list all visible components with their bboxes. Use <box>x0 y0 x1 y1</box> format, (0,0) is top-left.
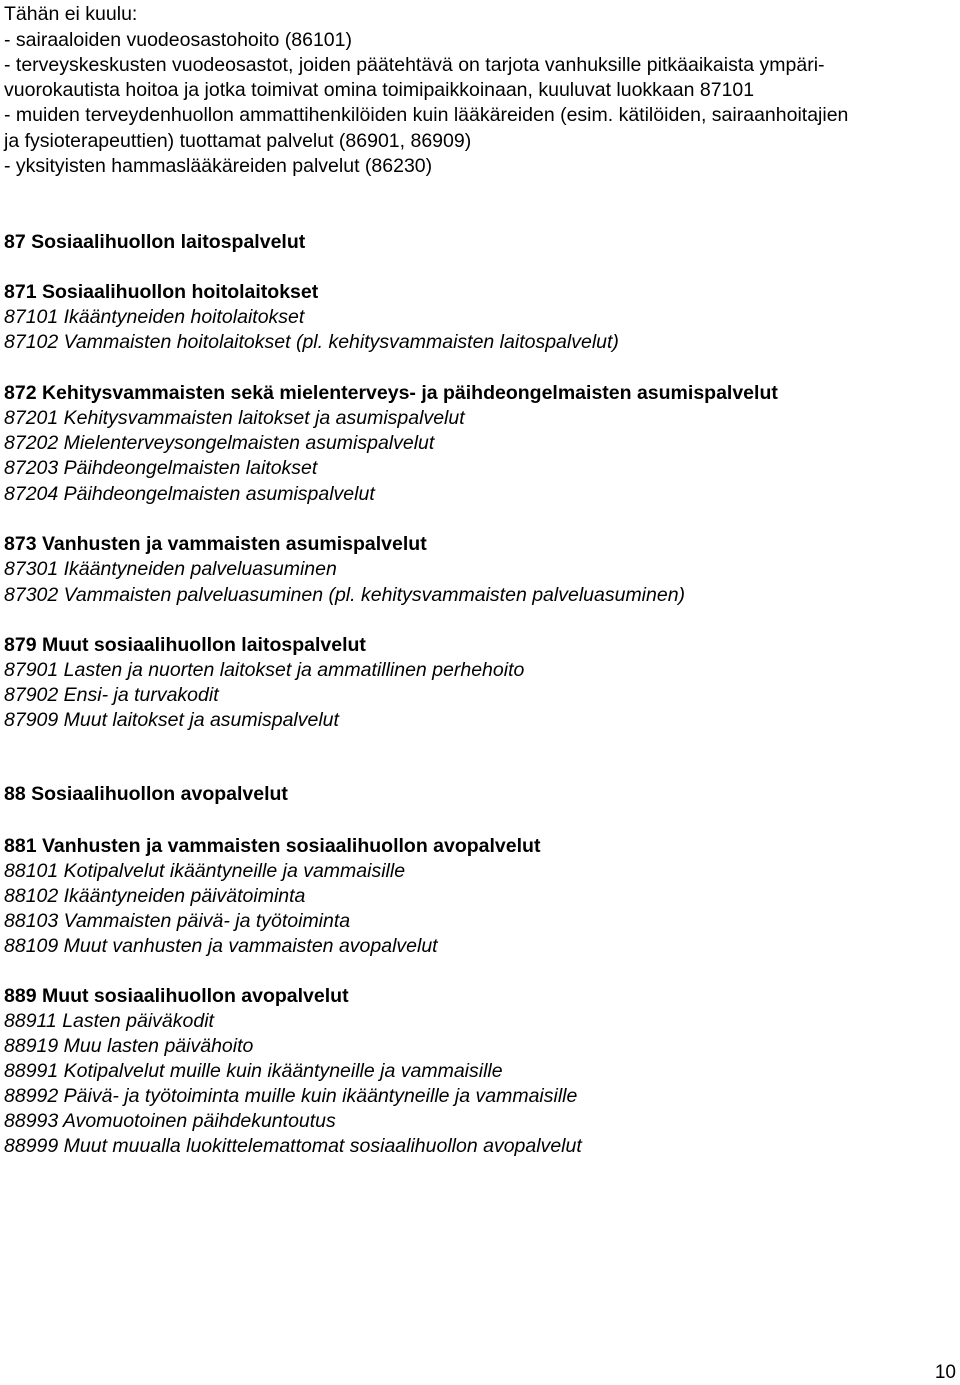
class-item: 88993 Avomuotoinen päihdekuntoutus <box>4 1110 336 1132</box>
class-item: 87301 Ikääntyneiden palveluasuminen <box>4 558 337 580</box>
group-title: 871 Sosiaalihuollon hoitolaitokset <box>4 281 319 303</box>
class-item: 87901 Lasten ja nuorten laitokset ja ammatillinen perhehoito <box>4 659 525 681</box>
group-title: 889 Muut sosiaalihuollon avopalvelut <box>4 985 349 1007</box>
class-item: 87302 Vammaisten palveluasuminen (pl. kehitysvammaisten palveluasuminen) <box>4 584 686 606</box>
section-title: 87 Sosiaalihuollon laitospalvelut <box>4 231 306 253</box>
group-title: 872 Kehitysvammaisten sekä mielenterveys- ja päihdeongelmaisten asumispalvelut <box>4 382 778 404</box>
intro-item: ja fysioterapeuttien) tuottamat palvelut (86901, 86909) <box>4 130 472 152</box>
class-item: 87202 Mielenterveysongelmaisten asumispalvelut <box>4 432 435 454</box>
class-item: 87101 Ikääntyneiden hoitolaitokset <box>4 306 305 328</box>
intro-item: - sairaaloiden vuodeosastohoito (86101) <box>4 29 352 51</box>
group-title: 879 Muut sosiaalihuollon laitospalvelut <box>4 634 366 656</box>
class-item: 88999 Muut muualla luokittelemattomat sosiaalihuollon avopalvelut <box>4 1135 582 1157</box>
class-item: 88992 Päivä- ja työtoiminta muille kuin ikääntyneille ja vammaisille <box>4 1085 578 1107</box>
class-item: 88103 Vammaisten päivä- ja työtoiminta <box>4 910 351 932</box>
class-item: 87204 Päihdeongelmaisten asumispalvelut <box>4 483 375 505</box>
class-item: 88101 Kotipalvelut ikääntyneille ja vammaisille <box>4 860 406 882</box>
intro-heading: Tähän ei kuulu: <box>4 3 138 25</box>
class-item: 88991 Kotipalvelut muille kuin ikääntyneille ja vammaisille <box>4 1060 503 1082</box>
class-item: 87203 Päihdeongelmaisten laitokset <box>4 457 318 479</box>
class-item: 88911 Lasten päiväkodit <box>4 1010 214 1032</box>
class-item: 87102 Vammaisten hoitolaitokset (pl. kehitysvammaisten laitospalvelut) <box>4 331 619 353</box>
intro-item: - terveyskeskusten vuodeosastot, joiden päätehtävä on tarjota vanhuksille pitkäaikaista ympäri- <box>4 54 825 76</box>
class-item: 87909 Muut laitokset ja asumispalvelut <box>4 709 339 731</box>
class-item: 88919 Muu lasten päivähoito <box>4 1035 254 1057</box>
intro-item: - muiden terveydenhuollon ammattihenkilöiden kuin lääkäreiden (esim. kätilöiden, sairaanhoitajien <box>4 104 849 126</box>
group-title: 873 Vanhusten ja vammaisten asumispalvelut <box>4 533 427 555</box>
class-item: 88102 Ikääntyneiden päivätoiminta <box>4 885 306 907</box>
group-title: 881 Vanhusten ja vammaisten sosiaalihuollon avopalvelut <box>4 835 541 857</box>
class-item: 88109 Muut vanhusten ja vammaisten avopalvelut <box>4 935 438 957</box>
class-item: 87201 Kehitysvammaisten laitokset ja asumispalvelut <box>4 407 465 429</box>
page-number: 10 <box>934 1362 956 1383</box>
intro-item: - yksityisten hammaslääkäreiden palvelut (86230) <box>4 155 433 177</box>
class-item: 87902 Ensi- ja turvakodit <box>4 684 219 706</box>
section-title: 88 Sosiaalihuollon avopalvelut <box>4 783 288 805</box>
intro-item: vuorokautista hoitoa ja jotka toimivat omina toimipaikkoinaan, kuuluvat luokkaan 87101 <box>4 79 755 101</box>
